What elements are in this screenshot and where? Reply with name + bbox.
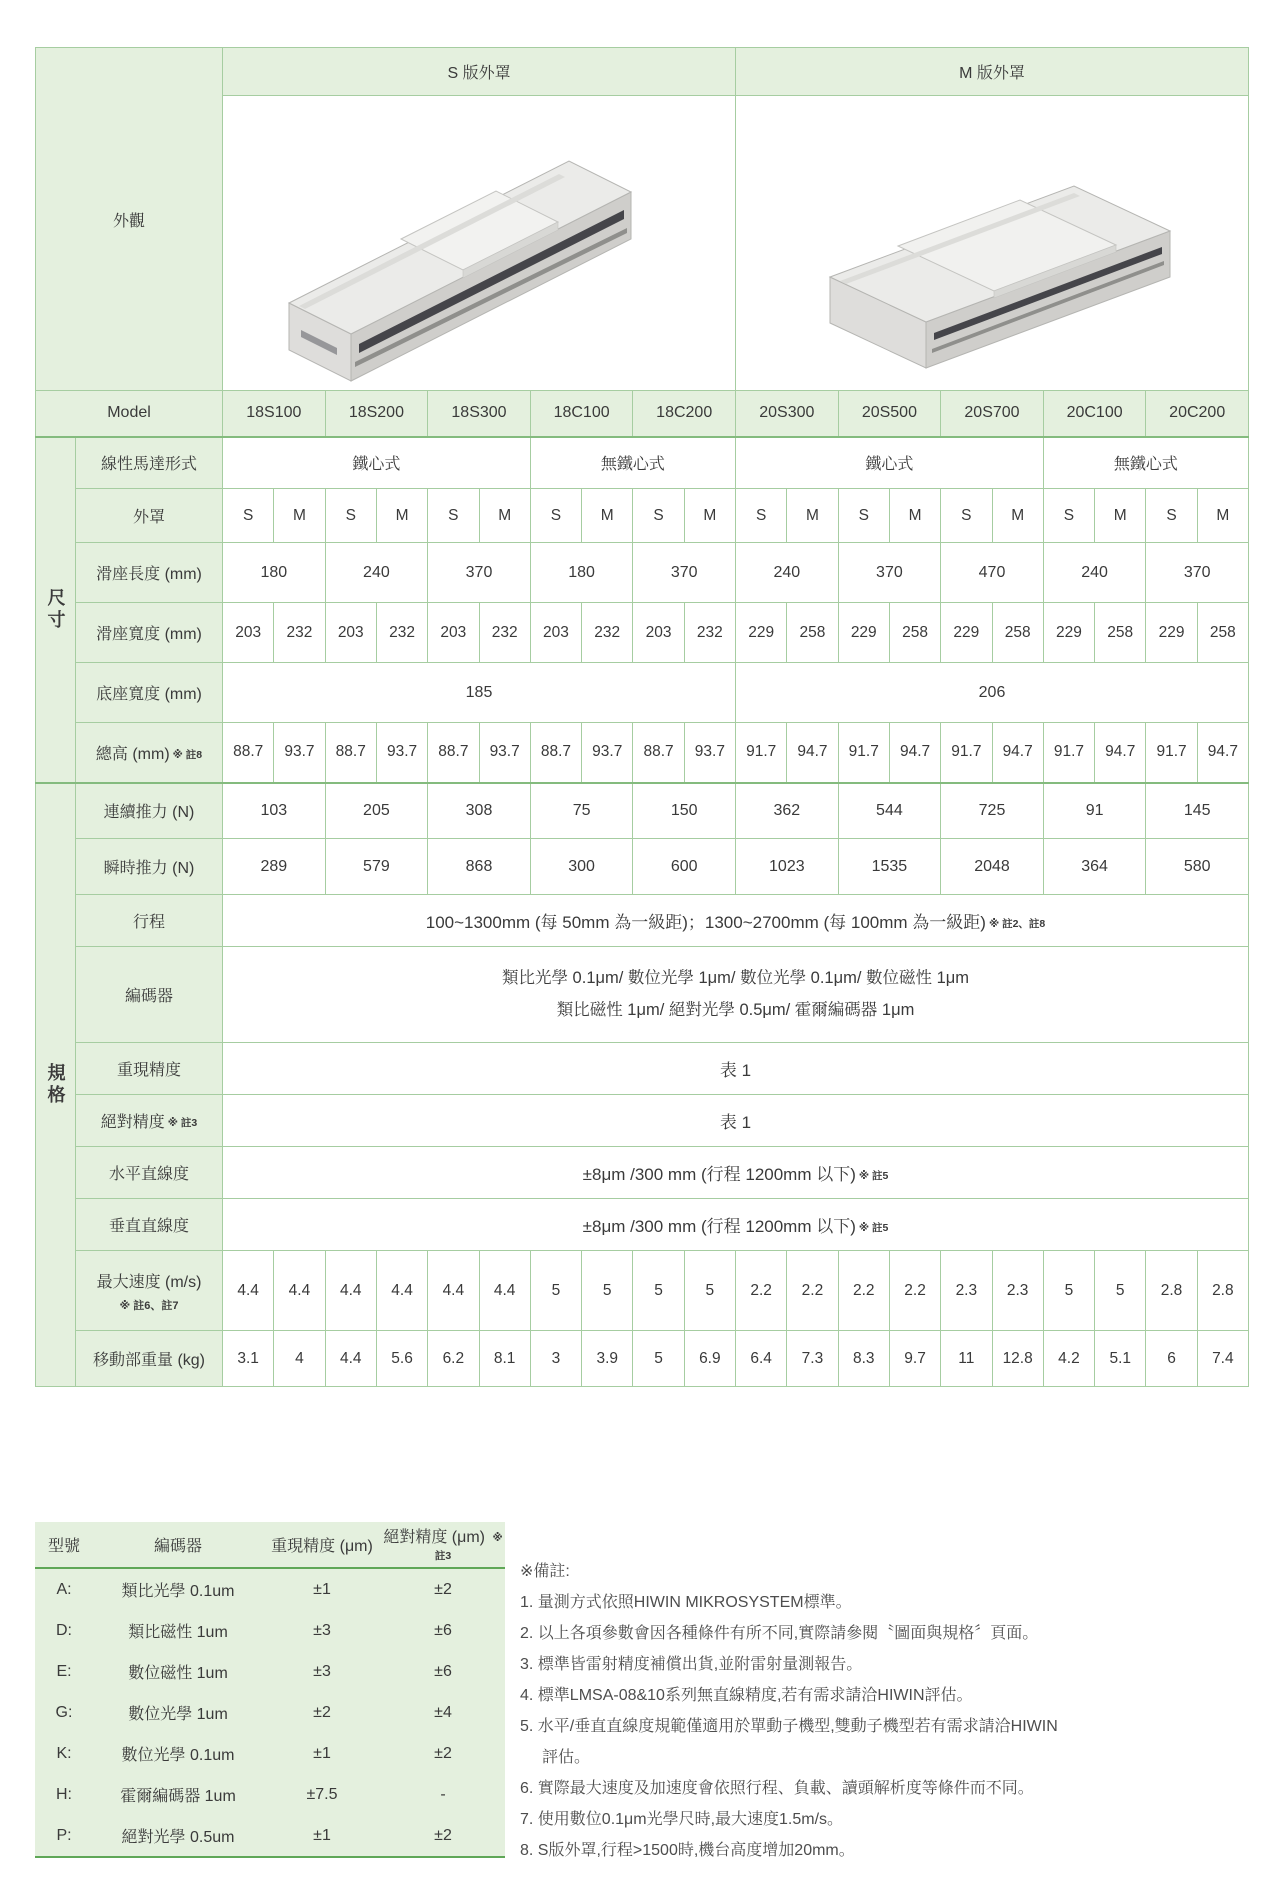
- cell-slider-width-7: 232: [582, 603, 633, 663]
- spec-row-cover: [36, 489, 1249, 543]
- encoder-absolute-cell: ±2: [381, 1815, 505, 1857]
- cell-cover-4: S: [428, 489, 479, 543]
- cell-moving-weight-3: 5.6: [376, 1331, 427, 1387]
- note-item-5: 5. 水平/垂直直線度規範僅適用於單動子機型,雙動子機型若有需求請洽HIWIN評估。: [520, 1718, 1058, 1766]
- cell-slider-length-6: 370: [838, 543, 941, 603]
- appearance-label: 外觀: [36, 48, 223, 391]
- note-item-4: 4. 標準LMSA-08&10系列無直線精度,若有需求請洽HIWIN評估。: [520, 1687, 973, 1704]
- spec-table-head: [36, 48, 1249, 437]
- cell-slider-width-18: 229: [1146, 603, 1197, 663]
- remarks-section: [520, 1556, 1065, 1866]
- cell-total-height-12: 91.7: [838, 723, 889, 783]
- cell-max-speed-18: 2.8: [1146, 1251, 1197, 1331]
- cell-slider-length-9: 370: [1146, 543, 1249, 603]
- remarks-list: [520, 1587, 1065, 1866]
- encoder-repeatability-cell: ±1: [313, 1744, 331, 1762]
- encoder-table-body: [35, 1568, 505, 1857]
- cell-encoder-0: 類比光學 0.1μm/ 數位光學 1μm/ 數位光學 0.1μm/ 數位磁性 1μm 類比磁性 1μm/ 絕對光學 0.5μm/ 霍爾編碼器 1μm: [223, 947, 1249, 1043]
- encoder-table-header-encoder: 編碼器: [93, 1522, 263, 1568]
- cell-slider-width-1: 232: [274, 603, 325, 663]
- cell-total-height-14: 91.7: [941, 723, 992, 783]
- row-label-total-height: 總高 (mm) ※ 註8: [76, 723, 223, 783]
- model-18S300: 18S300: [428, 391, 531, 437]
- cell-total-height-10: 91.7: [736, 723, 787, 783]
- spec-row-repeatability: [36, 1043, 1249, 1095]
- row-label-absolute-accuracy: 絕對精度 ※ 註3: [76, 1095, 223, 1147]
- cell-moving-weight-2: 4.4: [325, 1331, 376, 1387]
- encoder-repeatability-cell: ±2: [313, 1703, 331, 1721]
- cell-cover-0: S: [223, 489, 274, 543]
- cell-max-speed-6: 5: [530, 1251, 581, 1331]
- cell-cont-force-2: 308: [428, 783, 531, 839]
- encoder-row-H: [35, 1774, 505, 1815]
- cell-cover-8: S: [633, 489, 684, 543]
- model-18S200: 18S200: [325, 391, 428, 437]
- cell-cont-force-0: 103: [223, 783, 326, 839]
- encoder-code-cell: D:: [56, 1621, 72, 1639]
- cell-max-speed-7: 5: [582, 1251, 633, 1331]
- cell-cont-force-9: 145: [1146, 783, 1249, 839]
- cell-slider-width-0: 203: [223, 603, 274, 663]
- s-cover-header: S 版外罩: [223, 48, 736, 96]
- m-cover-photo-drawing: [782, 109, 1202, 377]
- cell-cont-force-6: 544: [838, 783, 941, 839]
- cell-max-speed-2: 4.4: [325, 1251, 376, 1331]
- cell-total-height-18: 91.7: [1146, 723, 1197, 783]
- cell-slider-width-11: 258: [787, 603, 838, 663]
- encoder-row-G: [35, 1692, 505, 1733]
- encoder-table: [35, 1522, 505, 1858]
- encoder-repeatability-cell: ±1: [313, 1580, 331, 1598]
- cell-moving-weight-14: 11: [941, 1331, 992, 1387]
- cell-absolute-accuracy-0: 表 1: [223, 1095, 1249, 1147]
- cell-moving-weight-13: 9.7: [889, 1331, 940, 1387]
- encoder-code-cell: A:: [56, 1580, 72, 1598]
- cell-moving-weight-9: 6.9: [684, 1331, 735, 1387]
- cell-slider-width-9: 232: [684, 603, 735, 663]
- note-item-1: 1. 量測方式依照HIWIN MIKROSYSTEM標準。: [520, 1594, 852, 1611]
- cell-slider-length-7: 470: [941, 543, 1044, 603]
- cell-peak-force-5: 1023: [736, 839, 839, 895]
- cell-moving-weight-8: 5: [633, 1331, 684, 1387]
- cell-slider-length-2: 370: [428, 543, 531, 603]
- spec-row-absolute-accuracy: [36, 1095, 1249, 1147]
- cell-max-speed-14: 2.3: [941, 1251, 992, 1331]
- row-label-repeatability: 重現精度: [76, 1043, 223, 1095]
- row-label-horizontal-straightness: 水平直線度: [76, 1147, 223, 1199]
- cell-max-speed-12: 2.2: [838, 1251, 889, 1331]
- cell-max-speed-4: 4.4: [428, 1251, 479, 1331]
- encoder-encoder-cell: 數位光學 1um: [128, 1706, 228, 1723]
- cell-slider-width-19: 258: [1197, 603, 1248, 663]
- row-label-slider-width: 滑座寬度 (mm): [76, 603, 223, 663]
- cell-slider-width-15: 258: [992, 603, 1043, 663]
- row-label-base-width: 底座寬度 (mm): [76, 663, 223, 723]
- note-item-7: 7. 使用數位0.1μm光學尺時,最大速度1.5m/s。: [520, 1811, 844, 1828]
- encoder-absolute-cell: ±6: [434, 1662, 452, 1680]
- group-label-dimensions: 尺寸: [36, 437, 76, 783]
- cell-cover-12: S: [838, 489, 889, 543]
- spec-table: [35, 47, 1249, 1387]
- cell-cover-16: S: [1043, 489, 1094, 543]
- encoder-repeatability-cell: ±3: [313, 1621, 331, 1639]
- encoder-absolute-cell: -: [440, 1785, 446, 1803]
- encoder-row-D: [35, 1610, 505, 1651]
- cell-slider-width-12: 229: [838, 603, 889, 663]
- cell-motor-type-1: 無鐵心式: [530, 437, 735, 489]
- cell-cover-6: S: [530, 489, 581, 543]
- model-20S300: 20S300: [736, 391, 839, 437]
- cell-repeatability-0: 表 1: [223, 1043, 1249, 1095]
- encoder-absolute-cell: ±4: [434, 1703, 452, 1721]
- cell-moving-weight-12: 8.3: [838, 1331, 889, 1387]
- cover-header-row: [36, 48, 1249, 96]
- model-20C200: 20C200: [1146, 391, 1249, 437]
- encoder-absolute-cell: ±2: [434, 1744, 452, 1762]
- row-label-motor-type: 線性馬達形式: [76, 437, 223, 489]
- note-item-8: 8. S版外罩,行程>1500時,機台高度增加20mm。: [520, 1842, 855, 1859]
- spec-row-stroke: [36, 895, 1249, 947]
- row-label-stroke: 行程: [76, 895, 223, 947]
- cell-cont-force-8: 91: [1043, 783, 1146, 839]
- spec-table-body: [36, 437, 1249, 1387]
- spec-row-peak-force: [36, 839, 1249, 895]
- spec-row-base-width: [36, 663, 1249, 723]
- cell-peak-force-3: 300: [530, 839, 633, 895]
- spec-row-total-height: [36, 723, 1249, 783]
- cell-total-height-3: 93.7: [376, 723, 427, 783]
- model-18C200: 18C200: [633, 391, 736, 437]
- cell-slider-width-6: 203: [530, 603, 581, 663]
- cell-slider-width-4: 203: [428, 603, 479, 663]
- encoder-table-header-note: ※ 註3: [434, 1532, 503, 1562]
- cell-slider-length-0: 180: [223, 543, 326, 603]
- encoder-code-cell: E:: [56, 1662, 72, 1680]
- cell-moving-weight-0: 3.1: [223, 1331, 274, 1387]
- cell-slider-width-10: 229: [736, 603, 787, 663]
- cell-cover-10: S: [736, 489, 787, 543]
- cell-moving-weight-6: 3: [530, 1331, 581, 1387]
- cell-slider-width-3: 232: [376, 603, 427, 663]
- note-item-3: 3. 標準皆雷射精度補償出貨,並附雷射量測報告。: [520, 1656, 863, 1673]
- cell-moving-weight-15: 12.8: [992, 1331, 1043, 1387]
- row-label-slider-length: 滑座長度 (mm): [76, 543, 223, 603]
- cell-slider-length-5: 240: [736, 543, 839, 603]
- cell-total-height-5: 93.7: [479, 723, 530, 783]
- cell-peak-force-6: 1535: [838, 839, 941, 895]
- cell-cover-14: S: [941, 489, 992, 543]
- encoder-code-cell: H:: [56, 1785, 72, 1803]
- cell-cover-17: M: [1095, 489, 1146, 543]
- cell-moving-weight-5: 8.1: [479, 1331, 530, 1387]
- cell-slider-width-8: 203: [633, 603, 684, 663]
- cell-moving-weight-11: 7.3: [787, 1331, 838, 1387]
- cell-cover-3: M: [376, 489, 427, 543]
- cell-slider-width-13: 258: [889, 603, 940, 663]
- cell-max-speed-5: 4.4: [479, 1251, 530, 1331]
- spec-row-motor-type: [36, 437, 1249, 489]
- note-item-6: 6. 實際最大速度及加速度會依照行程、負載、讀頭解析度等條件而不同。: [520, 1780, 1034, 1797]
- spec-row-encoder: [36, 947, 1249, 1043]
- row-label-encoder: 編碼器: [76, 947, 223, 1043]
- encoder-row-K: [35, 1733, 505, 1774]
- cell-max-speed-1: 4.4: [274, 1251, 325, 1331]
- spec-row-cont-force: [36, 783, 1249, 839]
- cell-moving-weight-16: 4.2: [1043, 1331, 1094, 1387]
- cell-total-height-11: 94.7: [787, 723, 838, 783]
- cell-max-speed-13: 2.2: [889, 1251, 940, 1331]
- spec-row-max-speed: [36, 1251, 1249, 1331]
- cell-peak-force-0: 289: [223, 839, 326, 895]
- cell-cont-force-1: 205: [325, 783, 428, 839]
- encoder-table-header-absolute: [381, 1522, 505, 1568]
- cell-cover-1: M: [274, 489, 325, 543]
- s-cover-photo-drawing: [259, 98, 699, 388]
- encoder-table-header-absolute-text: 絕對精度 (μm): [383, 1529, 485, 1546]
- cell-cover-2: S: [325, 489, 376, 543]
- cell-slider-length-8: 240: [1043, 543, 1146, 603]
- cell-max-speed-15: 2.3: [992, 1251, 1043, 1331]
- encoder-repeatability-cell: ±7.5: [306, 1785, 338, 1803]
- cell-cover-13: M: [889, 489, 940, 543]
- cell-peak-force-8: 364: [1043, 839, 1146, 895]
- cell-total-height-0: 88.7: [223, 723, 274, 783]
- encoder-table-header-row: [35, 1522, 505, 1568]
- encoder-row-E: [35, 1651, 505, 1692]
- cell-moving-weight-17: 5.1: [1095, 1331, 1146, 1387]
- cell-moving-weight-19: 7.4: [1197, 1331, 1248, 1387]
- model-20S700: 20S700: [941, 391, 1044, 437]
- model-20C100: 20C100: [1043, 391, 1146, 437]
- row-label-moving-weight: 移動部重量 (kg): [76, 1331, 223, 1387]
- encoder-absolute-cell: ±2: [434, 1580, 452, 1598]
- cell-total-height-16: 91.7: [1043, 723, 1094, 783]
- cell-motor-type-3: 無鐵心式: [1043, 437, 1248, 489]
- cell-moving-weight-4: 6.2: [428, 1331, 479, 1387]
- cell-peak-force-4: 600: [633, 839, 736, 895]
- cell-slider-width-17: 258: [1095, 603, 1146, 663]
- m-cover-header: M 版外罩: [736, 48, 1249, 96]
- cell-total-height-2: 88.7: [325, 723, 376, 783]
- cell-cover-18: S: [1146, 489, 1197, 543]
- cell-slider-length-1: 240: [325, 543, 428, 603]
- cell-total-height-17: 94.7: [1095, 723, 1146, 783]
- encoder-code-cell: K:: [56, 1744, 72, 1762]
- cell-slider-width-14: 229: [941, 603, 992, 663]
- cell-cover-5: M: [479, 489, 530, 543]
- spec-row-horizontal-straightness: [36, 1147, 1249, 1199]
- cell-total-height-6: 88.7: [530, 723, 581, 783]
- cell-cover-9: M: [684, 489, 735, 543]
- cell-cover-7: M: [582, 489, 633, 543]
- cell-cont-force-7: 725: [941, 783, 1044, 839]
- cell-max-speed-16: 5: [1043, 1251, 1094, 1331]
- row-label-cont-force: 連續推力 (N): [76, 783, 223, 839]
- model-20S500: 20S500: [838, 391, 941, 437]
- encoder-code-cell: P:: [35, 1815, 93, 1857]
- encoder-encoder-cell: 數位磁性 1um: [128, 1665, 228, 1682]
- encoder-encoder-cell: 絕對光學 0.5um: [93, 1815, 263, 1857]
- encoder-absolute-cell: ±6: [434, 1621, 452, 1639]
- cell-max-speed-11: 2.2: [787, 1251, 838, 1331]
- cell-moving-weight-7: 3.9: [582, 1331, 633, 1387]
- cell-peak-force-1: 579: [325, 839, 428, 895]
- cell-slider-length-4: 370: [633, 543, 736, 603]
- cell-peak-force-7: 2048: [941, 839, 1044, 895]
- cell-stroke-0: 100~1300mm (每 50mm 為一級距)；1300~2700mm (每 100mm 為一級距) ※ 註2、註8: [223, 895, 1249, 947]
- encoder-encoder-cell: 類比光學 0.1um: [121, 1583, 235, 1600]
- spec-row-slider-width: [36, 603, 1249, 663]
- row-label-cover: 外罩: [76, 489, 223, 543]
- cell-cover-15: M: [992, 489, 1043, 543]
- spec-row-moving-weight: [36, 1331, 1249, 1387]
- encoder-repeatability-cell: ±1: [263, 1815, 381, 1857]
- remarks-title: ※備註:: [520, 1563, 570, 1580]
- cell-max-speed-8: 5: [633, 1251, 684, 1331]
- encoder-encoder-cell: 類比磁性 1um: [128, 1624, 228, 1641]
- cell-moving-weight-18: 6: [1146, 1331, 1197, 1387]
- note-item-2: 2. 以上各項參數會因各種條件有所不同,實際請參閱〝圖面與規格〞頁面。: [520, 1625, 1039, 1642]
- cell-total-height-1: 93.7: [274, 723, 325, 783]
- cell-slider-width-5: 232: [479, 603, 530, 663]
- model-label: Model: [36, 391, 223, 437]
- row-label-vertical-straightness: 垂直直線度: [76, 1199, 223, 1251]
- group-label-specs: 規格: [36, 783, 76, 1387]
- cell-total-height-7: 93.7: [582, 723, 633, 783]
- cell-peak-force-2: 868: [428, 839, 531, 895]
- spec-row-slider-length: [36, 543, 1249, 603]
- cell-motor-type-0: 鐵心式: [223, 437, 531, 489]
- cell-horizontal-straightness-0: ±8μm /300 mm (行程 1200mm 以下) ※ 註5: [223, 1147, 1249, 1199]
- encoder-repeatability-cell: ±3: [313, 1662, 331, 1680]
- encoder-encoder-cell: 霍爾編碼器 1um: [120, 1788, 236, 1805]
- cell-max-speed-17: 5: [1095, 1251, 1146, 1331]
- cell-max-speed-9: 5: [684, 1251, 735, 1331]
- cell-base-width-1: 206: [736, 663, 1249, 723]
- cell-vertical-straightness-0: ±8μm /300 mm (行程 1200mm 以下) ※ 註5: [223, 1199, 1249, 1251]
- cell-max-speed-10: 2.2: [736, 1251, 787, 1331]
- m-cover-photo: [736, 96, 1249, 391]
- cell-moving-weight-1: 4: [274, 1331, 325, 1387]
- cell-base-width-0: 185: [223, 663, 736, 723]
- row-label-peak-force: 瞬時推力 (N): [76, 839, 223, 895]
- encoder-encoder-cell: 數位光學 0.1um: [121, 1747, 235, 1764]
- encoder-code-cell: G:: [55, 1703, 73, 1721]
- spec-row-vertical-straightness: [36, 1199, 1249, 1251]
- cell-max-speed-0: 4.4: [223, 1251, 274, 1331]
- s-cover-photo: [223, 96, 736, 391]
- model-18C100: 18C100: [530, 391, 633, 437]
- encoder-table-header-repeatability: 重現精度 (μm): [263, 1522, 381, 1568]
- cell-peak-force-9: 580: [1146, 839, 1249, 895]
- cell-total-height-9: 93.7: [684, 723, 735, 783]
- cell-total-height-8: 88.7: [633, 723, 684, 783]
- cell-total-height-19: 94.7: [1197, 723, 1248, 783]
- cell-slider-length-3: 180: [530, 543, 633, 603]
- encoder-table-header-code: 型號: [35, 1522, 93, 1568]
- cell-cover-11: M: [787, 489, 838, 543]
- cell-total-height-4: 88.7: [428, 723, 479, 783]
- cell-max-speed-3: 4.4: [376, 1251, 427, 1331]
- cell-total-height-13: 94.7: [889, 723, 940, 783]
- model-18S100: 18S100: [223, 391, 326, 437]
- cell-slider-width-16: 229: [1043, 603, 1094, 663]
- cell-cont-force-4: 150: [633, 783, 736, 839]
- cell-moving-weight-10: 6.4: [736, 1331, 787, 1387]
- cell-max-speed-19: 2.8: [1197, 1251, 1248, 1331]
- row-label-max-speed: 最大速度 (m/s) ※ 註6、註7: [76, 1251, 223, 1331]
- cell-motor-type-2: 鐵心式: [736, 437, 1044, 489]
- cell-slider-width-2: 203: [325, 603, 376, 663]
- cell-cont-force-5: 362: [736, 783, 839, 839]
- encoder-row-A: [35, 1568, 505, 1610]
- cell-cont-force-3: 75: [530, 783, 633, 839]
- cell-cover-19: M: [1197, 489, 1248, 543]
- cell-total-height-15: 94.7: [992, 723, 1043, 783]
- encoder-row-P: [35, 1815, 505, 1857]
- model-row: [36, 391, 1249, 437]
